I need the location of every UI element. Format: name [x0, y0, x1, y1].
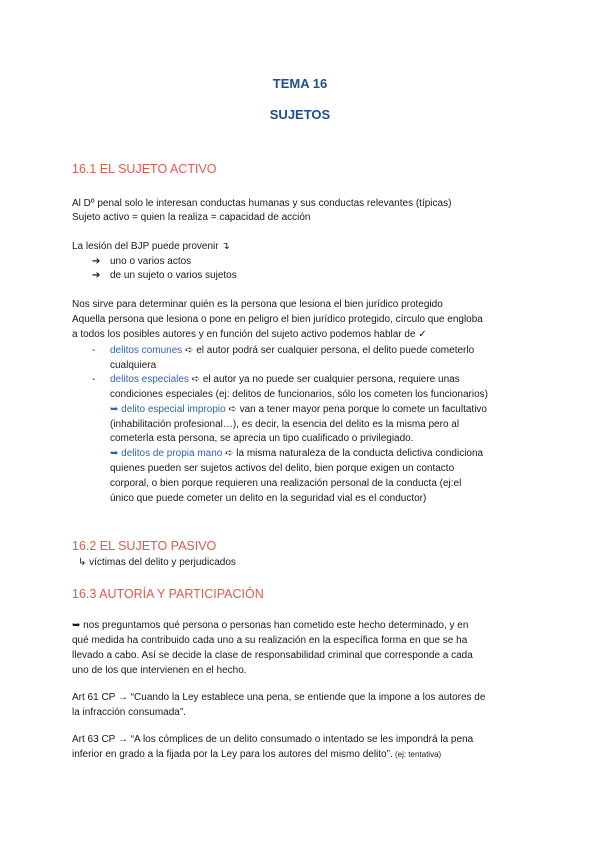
paragraph-line: quienes pueden ser sujetos activos del delito, bien porque exigen un contacto: [110, 463, 455, 474]
sub-arrow-icon: ➥: [110, 404, 122, 415]
article-note: (ej: tentativa): [392, 750, 442, 759]
term-delitos-especiales: delitos especiales: [110, 374, 189, 385]
article-63-cont: [72, 749, 441, 761]
paragraph-line: qué medida ha contribuido cada uno a su realización en la específica forma en que se ha: [72, 635, 468, 646]
paragraph-line: (inhabilitación profesional…), es decir, la esencia del delito es la misma pero al: [110, 419, 460, 430]
paragraph-line: ➥ nos preguntamos qué persona o personas han cometido este hecho determinado, y en: [72, 620, 469, 631]
paragraph-line: condiciones especiales (ej: delitos de funcionarios, sólo los cometen los funcionarios): [110, 389, 488, 400]
page-title: TEMA 16: [272, 76, 328, 91]
section-heading-sujeto-pasivo: 16.2 EL SUJETO PASIVO: [72, 539, 217, 553]
sub-arrow-icon: ➥: [110, 448, 122, 459]
paragraph-line: a todos los posibles autores y en función del sujeto activo podemos hablar de ✓: [72, 329, 427, 340]
bullet-arrow-icon: ➔: [92, 256, 101, 267]
paragraph-line: Nos sirve para determinar quién es la persona que lesiona el bien jurídico protegido: [72, 299, 443, 310]
section-heading-autoria: 16.3 AUTORÍA Y PARTICIPACIÓN: [72, 587, 264, 601]
bullet-item: uno o varios actos: [110, 256, 192, 267]
paragraph-line: ↳ víctimas del delito y perjudicados: [78, 557, 236, 568]
bullet-arrow-icon: ➔: [92, 270, 101, 281]
paragraph-line: único que puede cometer un delito en la seguridad vial es el conductor): [110, 493, 427, 504]
page-subtitle: SUJETOS: [269, 107, 331, 122]
bullet-item: de un sujeto o varios sujetos: [110, 270, 237, 281]
list-dash: -: [92, 374, 96, 385]
term-definition: ➪ el autor podrá ser cualquier persona, el delito puede cometerlo: [182, 345, 475, 356]
list-item-delitos-especiales: [110, 374, 460, 386]
term-definition: ➪ el autor ya no puede ser cualquier persona, requiere unas: [188, 374, 460, 385]
paragraph-line: La lesión del BJP puede provenir ↴: [72, 241, 230, 252]
sublist-item-propia-mano: [110, 448, 483, 460]
paragraph-line: Sujeto activo = quien la realiza = capacidad de acción: [72, 212, 311, 223]
paragraph-line: cometerla esta persona, se aprecia un tipo cualificado o privilegiado.: [110, 433, 414, 444]
paragraph-line: uno de los que intervienen en el hecho.: [72, 665, 247, 676]
term-definition: ➪ van a tener mayor pena porque lo comete un facultativo: [225, 404, 487, 415]
term-delitos-propia-mano: delitos de propia mano: [121, 448, 223, 459]
article-63: Art 63 CP → “A los cómplices de un delito consumado o intentado se les impondrá la pena: [72, 734, 474, 745]
sublist-item-especial-impropio: [110, 404, 487, 416]
paragraph-line: Al Dº penal solo le interesan conductas humanas y sus conductas relevantes (típicas): [72, 198, 452, 209]
paragraph-line: llevado a cabo. Así se decide la clase de responsabilidad criminal que corresponde a cada: [72, 650, 473, 661]
paragraph-line: Aquella persona que lesiona o pone en peligro el bien jurídico protegido, círculo que engloba: [72, 314, 483, 325]
term-delito-especial-impropio: delito especial impropio: [121, 404, 226, 415]
article-61: Art 61 CP → “Cuando la Ley establece una pena, se entiende que la impone a los autores de: [72, 692, 486, 703]
term-delitos-comunes: delitos comunes: [110, 345, 183, 356]
paragraph-line: cualquiera: [110, 360, 157, 371]
article-61-cont: la infracción consumada”.: [72, 707, 186, 718]
article-text: inferior en grado a la fijada por la Ley para los autores del mismo delito”.: [72, 749, 393, 760]
term-definition: ➪ la misma naturaleza de la conducta delictiva condiciona: [222, 448, 484, 459]
list-dash: -: [92, 345, 96, 356]
list-item-delitos-comunes: [110, 345, 474, 357]
paragraph-line: corporal, o bien porque requieren una realización personal de la conducta (ej:el: [110, 478, 462, 489]
section-heading-sujeto-activo: 16.1 EL SUJETO ACTIVO: [72, 162, 217, 176]
